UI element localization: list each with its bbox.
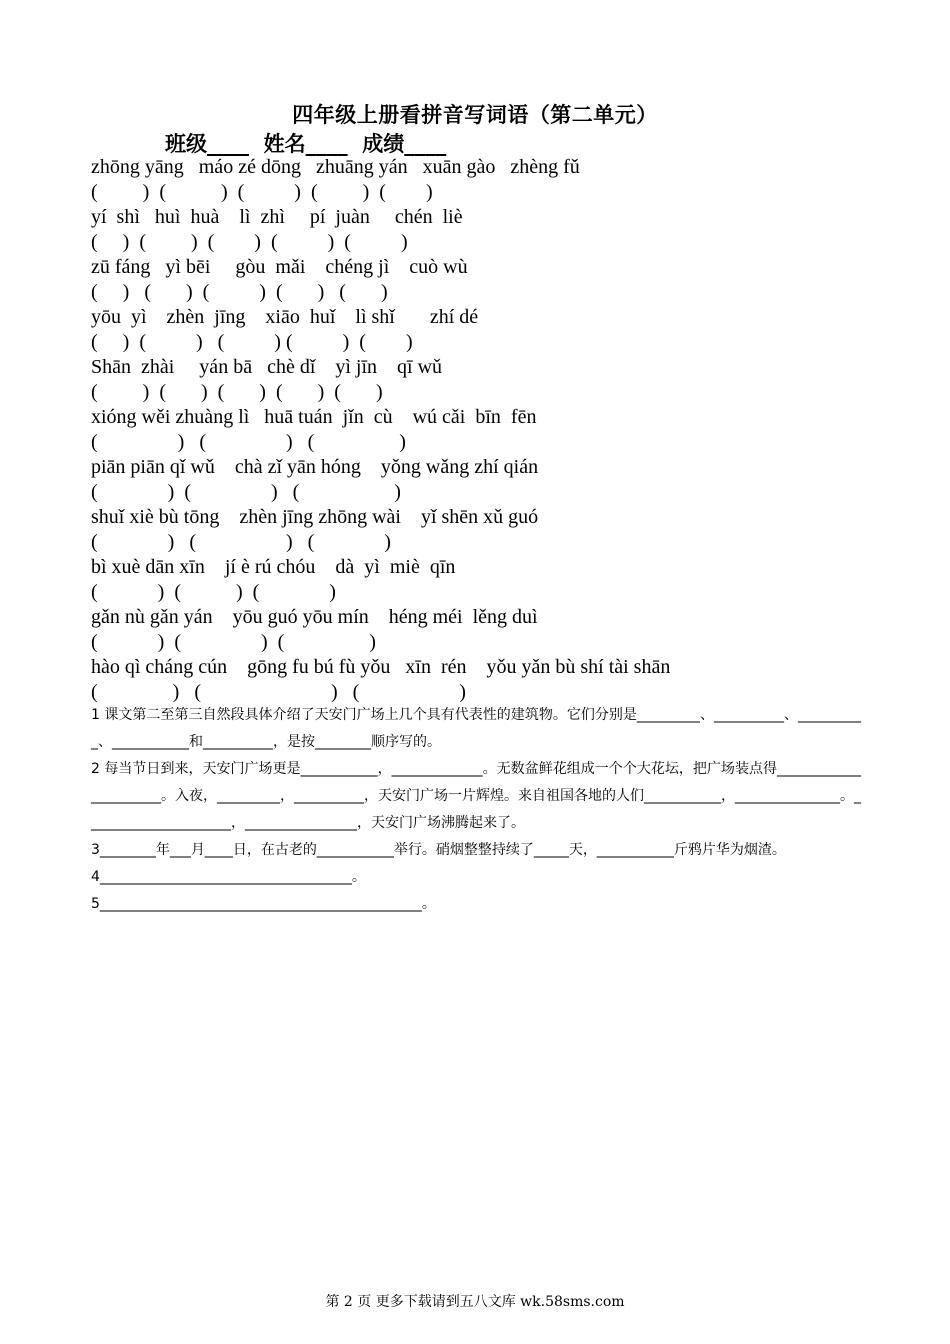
pinyin-line: gǎn nù gǎn yán yōu guó yōu mín héng méi lěng duì (91, 606, 538, 628)
pinyin-line: piān piān qǐ wǔ chà zǐ yān hóng yǒng wǎng zhí qián (91, 456, 539, 478)
answer-brackets-line: ( ) ( ) ( ) (91, 531, 391, 553)
answer-brackets-line: ( ) ( ) ( ) (91, 681, 466, 703)
question-2: 2 每当节日到来，天安门广场更是___________，_____________。无数盆鲜花组成一个个大花坛，把广场装点得______________________。入夜，_________，__________，天安门广场一片辉煌。来自祖国各地的人们___________，_______________。_____________________，________________，天安门广场沸腾起来了。 (91, 761, 861, 831)
pinyin-line: xióng wěi zhuàng lì huā tuán jǐn cù wú cǎi bīn fēn (91, 406, 537, 428)
pinyin-line: zū fáng yì bēi gòu mǎi chéng jì cuò wù (91, 256, 468, 278)
page-footer: 第 2 页 更多下载请到五八文库 wk.58sms.com (325, 1294, 625, 1310)
pinyin-line: bì xuè dān xīn jí è rú chóu dà yì miè qīn (91, 556, 456, 578)
fill-in-questions (91, 702, 861, 918)
pinyin-exercise-block (91, 155, 670, 705)
answer-brackets-line: ( ) ( ) ( ) (91, 631, 376, 653)
answer-brackets-line: ( ) ( ) ( ) (91, 431, 406, 453)
pinyin-line: yōu yì zhèn jīng xiāo huǐ lì shǐ zhí dé (91, 306, 479, 328)
answer-brackets-line: ( ) ( ) ( ) (91, 581, 336, 603)
question-1: 1 课文第二至第三自然段具体介绍了天安门广场上几个具有代表性的建筑物。它们分别是_________、__________、__________、___________和__________，是按________顺序写的。 (91, 707, 861, 750)
pinyin-line: Shān zhài yán bā chè dǐ yì jīn qī wǔ (91, 356, 443, 378)
worksheet-title: 四年级上册看拼音写词语（第二单元） (292, 103, 658, 127)
answer-brackets-line: ( ) ( ) ( ) ( ) ( ) (91, 281, 388, 303)
pinyin-line: zhōng yāng máo zé dōng zhuāng yán xuān gào zhèng fǔ (91, 156, 580, 178)
answer-brackets-line: ( ) ( ) ( ) (91, 481, 401, 503)
pinyin-line: shuǐ xiè bù tōng zhèn jīng zhōng wài yǐ shēn xǔ guó (91, 506, 539, 528)
question-5: 5______________________________________________。 (91, 896, 436, 912)
answer-brackets-line: ( ) ( ) ( ) ( ) ( ) (91, 381, 383, 403)
student-info-line: 班级____ 姓名____ 成绩____ (165, 132, 447, 156)
answer-brackets-line: ( ) ( ) ( ) ( ) ( ) (91, 181, 433, 203)
question-3: 3________年___月____日，在古老的___________举行。硝烟整整持续了_____天，___________斤鸦片华为烟渣。 (91, 842, 786, 858)
answer-brackets-line: ( ) ( ) ( ) ( ) ( ) (91, 331, 413, 353)
pinyin-line: hào qì cháng cún gōng fu bú fù yǒu xīn rén yǒu yǎn bù shí tài shān (91, 656, 671, 678)
answer-brackets-line: ( ) ( ) ( ) ( ) ( ) (91, 231, 408, 253)
pinyin-line: yí shì huì huà lì zhì pí juàn chén liè (91, 206, 463, 228)
question-4: 4____________________________________。 (91, 869, 366, 885)
